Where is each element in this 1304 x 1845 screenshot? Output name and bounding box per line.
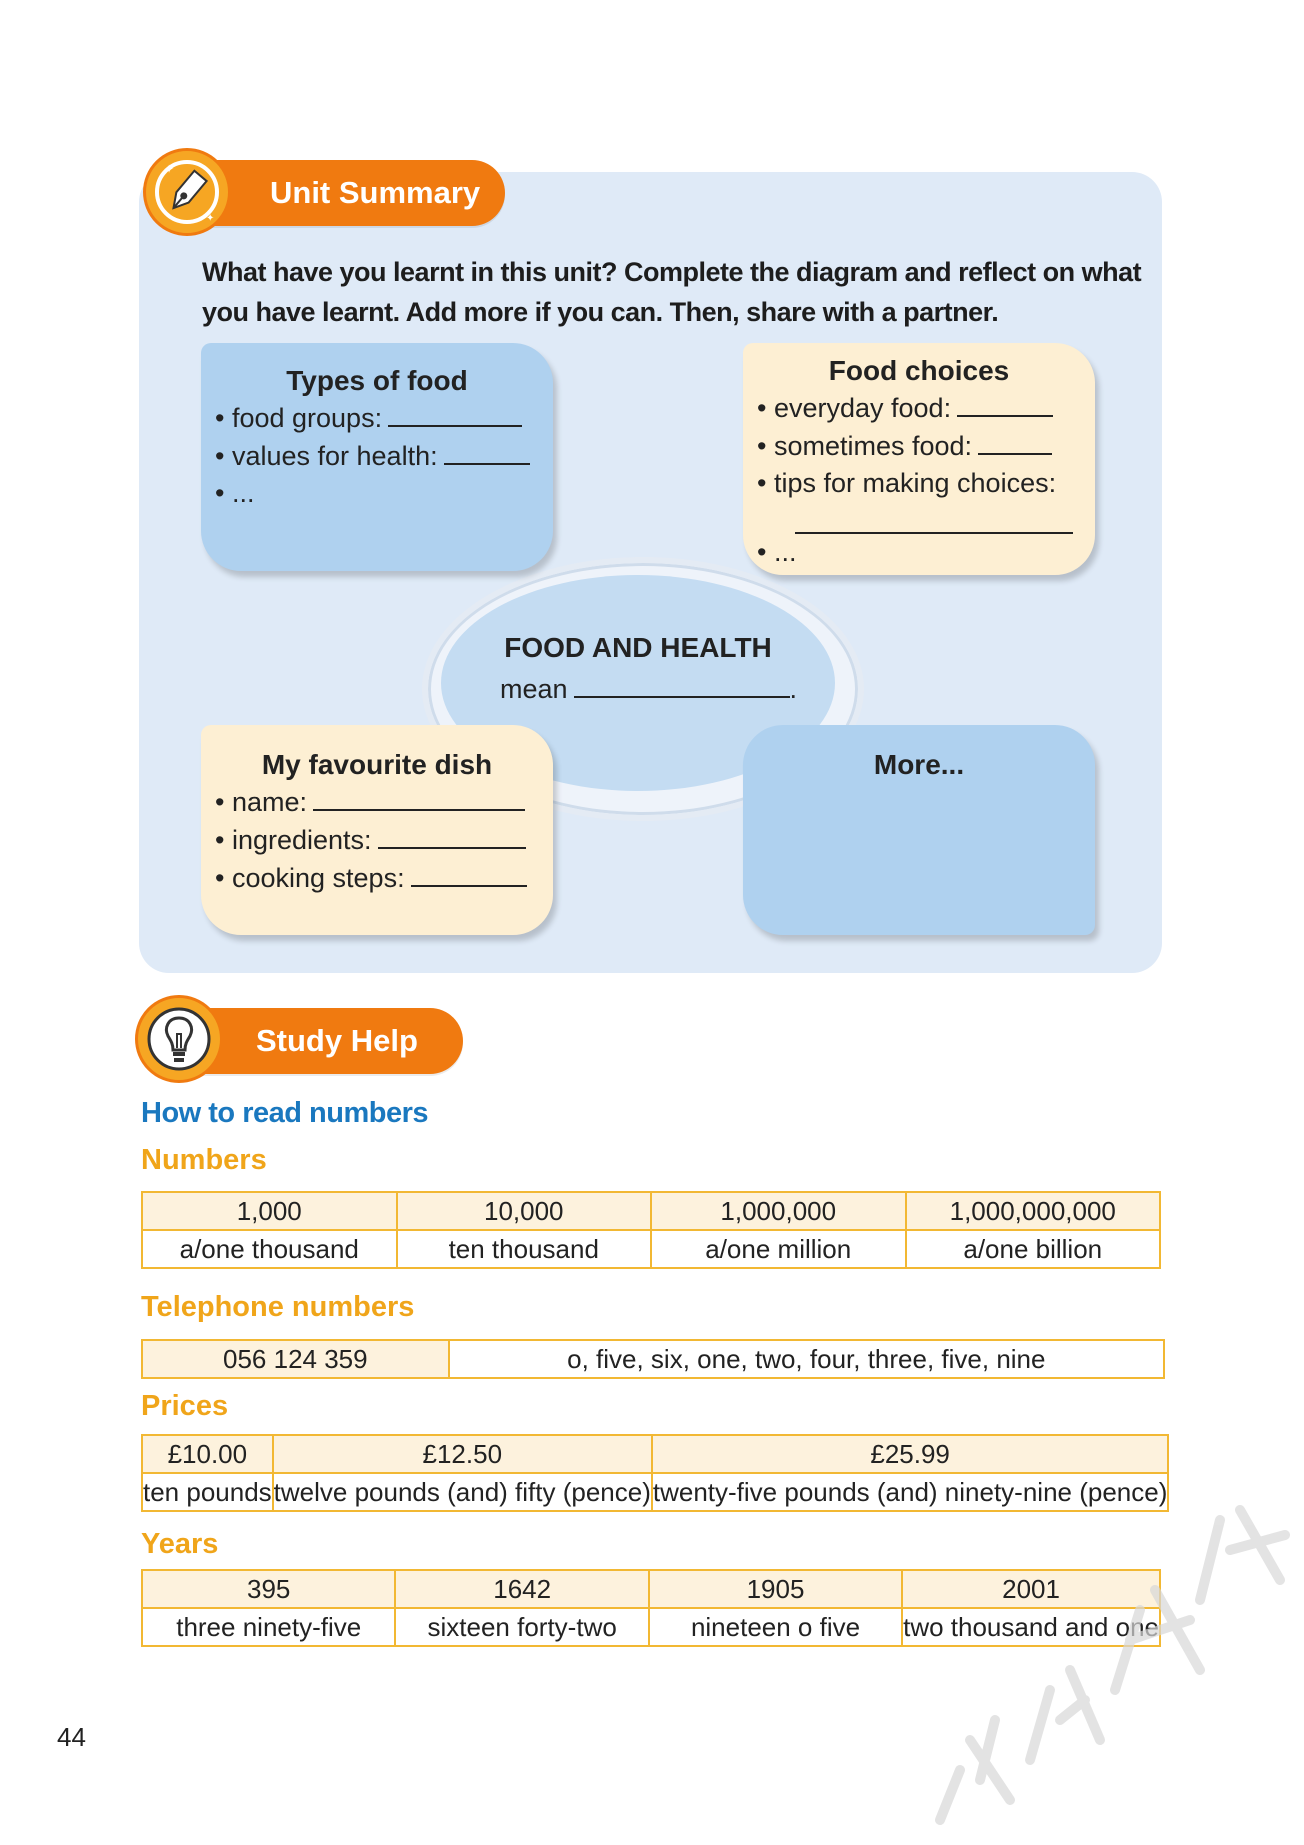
intro-line-2: you have learnt. Add more if you can. Then, share with a partner. — [202, 297, 999, 327]
types-of-food-title: Types of food — [286, 365, 468, 396]
card-item: • cooking steps: — [215, 859, 539, 897]
table-cell: a/one thousand — [142, 1230, 397, 1268]
table-cell: o, five, six, one, two, four, three, five, nine — [449, 1340, 1164, 1378]
numbers-table — [141, 1191, 1161, 1269]
unit-summary-badge — [143, 148, 231, 236]
types-of-food-card — [201, 343, 553, 571]
intro-line-1: What have you learnt in this unit? Complete the diagram and reflect on what — [202, 257, 1142, 287]
unit-summary-intro — [202, 252, 1142, 332]
table-cell: 2001 — [902, 1570, 1160, 1608]
table-cell: twelve pounds (and) fifty (pence) — [273, 1473, 652, 1511]
center-mean-line: mean . — [500, 670, 797, 705]
table-cell: ten thousand — [397, 1230, 652, 1268]
card-item: • food groups: — [215, 399, 539, 437]
table-cell: 395 — [142, 1570, 395, 1608]
card-item: • tips for making choices: — [757, 465, 1081, 502]
answer-blank[interactable] — [388, 399, 522, 427]
unit-summary-banner — [190, 160, 505, 226]
table-cell: 1642 — [395, 1570, 649, 1608]
study-help-badge — [135, 995, 223, 1083]
card-item: • ... — [757, 534, 1081, 571]
svg-text:✦: ✦ — [164, 162, 175, 176]
card-item: • sometimes food: — [757, 427, 1081, 465]
table-cell: sixteen forty-two — [395, 1608, 649, 1646]
answer-blank[interactable] — [378, 821, 526, 849]
table-cell: 10,000 — [397, 1192, 652, 1230]
answer-blank[interactable] — [313, 783, 525, 811]
years-heading: Years — [141, 1528, 219, 1560]
table-cell: a/one billion — [906, 1230, 1161, 1268]
more-title: More... — [873, 749, 965, 780]
more-card — [743, 725, 1095, 935]
table-cell: £12.50 — [273, 1435, 652, 1473]
study-help-label: Study Help — [256, 1023, 418, 1058]
answer-blank[interactable] — [957, 389, 1053, 417]
favourite-dish-card — [201, 725, 553, 935]
table-cell: nineteen o five — [649, 1608, 902, 1646]
prices-heading: Prices — [141, 1390, 229, 1422]
favourite-dish-title: My favourite dish — [261, 749, 493, 780]
table-row — [142, 1230, 1160, 1268]
food-choices-card — [743, 343, 1095, 575]
how-to-read-heading: How to read numbers — [141, 1097, 428, 1129]
telephone-table — [141, 1339, 1165, 1379]
page-number: 44 — [57, 1722, 86, 1752]
unit-summary-label: Unit Summary — [270, 175, 481, 210]
answer-blank[interactable] — [574, 670, 790, 698]
answer-blank[interactable] — [411, 859, 527, 887]
svg-text:✦: ✦ — [206, 213, 215, 224]
table-row — [142, 1192, 1160, 1230]
table-cell: 1,000 — [142, 1192, 397, 1230]
table-cell: 056 124 359 — [142, 1340, 449, 1378]
table-cell: two thousand and one — [902, 1608, 1160, 1646]
answer-blank[interactable] — [795, 502, 1073, 534]
card-item: • ingredients: — [215, 821, 539, 859]
card-item: • ... — [215, 475, 539, 512]
card-item: • values for health: — [215, 437, 539, 475]
table-cell: 1905 — [649, 1570, 902, 1608]
table-cell: twenty-five pounds (and) ninety-nine (pence) — [652, 1473, 1169, 1511]
numbers-heading: Numbers — [141, 1144, 267, 1176]
food-choices-title: Food choices — [828, 355, 1010, 386]
card-item: • everyday food: — [757, 389, 1081, 427]
table-cell: ten pounds — [142, 1473, 273, 1511]
table-cell: £10.00 — [142, 1435, 273, 1473]
telephone-heading: Telephone numbers — [141, 1291, 415, 1323]
table-cell: a/one million — [651, 1230, 906, 1268]
publisher-watermark — [900, 1440, 1300, 1845]
answer-blank[interactable] — [444, 437, 530, 465]
center-title: FOOD AND HEALTH — [504, 632, 772, 663]
table-cell: three ninety-five — [142, 1608, 395, 1646]
card-item: • name: — [215, 783, 539, 821]
table-cell: £25.99 — [652, 1435, 1169, 1473]
table-cell: 1,000,000,000 — [906, 1192, 1161, 1230]
center-mean-label: mean — [500, 674, 568, 704]
answer-blank[interactable] — [978, 427, 1052, 455]
table-cell: 1,000,000 — [651, 1192, 906, 1230]
table-row — [142, 1340, 1164, 1378]
